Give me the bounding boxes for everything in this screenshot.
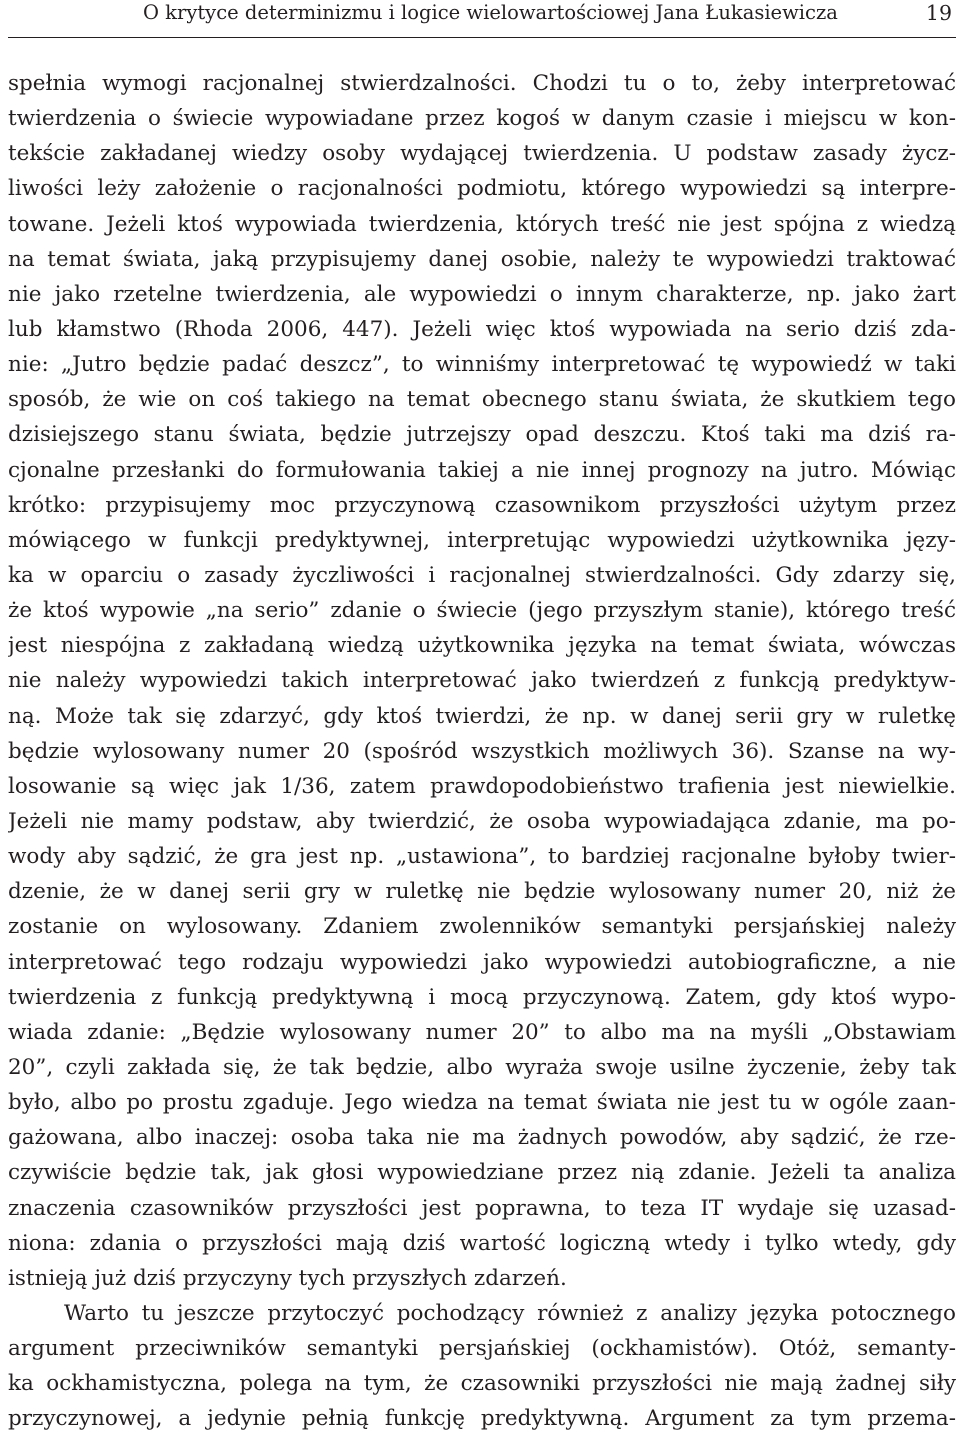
text-line: lub kłamstwo (Rhoda 2006, 447). Jeżeli więc ktoś wypowiada na serio dziś zda- [8, 316, 956, 342]
text-line: twierdzenia z funkcją predyktywną i mocą przyczynową. Zatem, gdy ktoś wypo- [8, 984, 956, 1010]
text-line: istnieją już dziś przyczyny tych przyszłych zdarzeń. [8, 1265, 567, 1291]
text-line: będzie wylosowany numer 20 (spośród wszystkich możliwych 36). Szanse na wy- [8, 738, 956, 764]
header-rule [8, 37, 956, 38]
text-line: interpretować tego rodzaju wypowiedzi jako wypowiedzi autobiograficzne, a nie [8, 949, 956, 975]
text-line: było, albo po prostu zgaduje. Jego wiedza na temat świata nie jest tu w ogóle zaan- [8, 1090, 956, 1116]
text-line: nie należy wypowiedzi takich interpretować jako twierdzeń z funkcją predyktyw- [8, 668, 956, 694]
text-line: 20”, czyli zakłada się, że tak będzie, albo wyraża swoje usilne życzenie, żeby tak [8, 1054, 956, 1080]
text-line: losowanie są więc jak 1/36, zatem prawdopodobieństwo trafienia jest niewielkie. [8, 773, 956, 799]
text-line: przyczynowej, a jedynie pełnią funkcję predyktywną. Argument za tym przema- [8, 1406, 956, 1432]
text-line: cjonalne przesłanki do formułowania takiej a nie innej prognozy na jutro. Mówiąc [8, 457, 956, 483]
text-line: ka w oparciu o zasady życzliwości i racjonalnej stwierdzalności. Gdy zdarzy się, [8, 562, 956, 588]
text-line: wody aby sądzić, że gra jest np. „ustawiona”, to bardziej racjonalne byłoby twier- [8, 844, 956, 870]
text-line: ną. Może tak się zdarzyć, gdy ktoś twierdzi, że np. w danej serii gry w ruletkę [8, 703, 956, 729]
text-line: dzisiejszego stanu świata, będzie jutrzejszy opad deszczu. Ktoś taki ma dziś ra- [8, 422, 956, 448]
paragraph-first-line: Warto tu jeszcze przytoczyć pochodzący również z analizy języka potocznego [64, 1300, 956, 1326]
text-line: zostanie on wylosowany. Zdaniem zwolenników semantyki persjańskiej należy [8, 914, 956, 940]
text-line: krótko: przypisujemy moc przyczynową czasownikom przyszłości użytym przez [8, 492, 956, 518]
text-line: twierdzenia o świecie wypowiadane przez kogoś w danym czasie i miejscu w kon- [8, 106, 956, 132]
text-line: znaczenia czasowników przyszłości jest poprawna, to teza IT wydaje się uzasad- [8, 1195, 956, 1221]
text-line: Jeżeli nie mamy podstaw, aby twierdzić, że osoba wypowiadająca zdanie, ma po- [8, 808, 956, 834]
text-line: spełnia wymogi racjonalnej stwierdzalności. Chodzi tu o to, żeby interpretować [8, 71, 956, 96]
text-line: towane. Jeżeli ktoś wypowiada twierdzenia, których treść nie jest spójna z wiedzą [8, 211, 956, 237]
text-line: że ktoś wypowie „na serio” zdanie o świecie (jego przyszłym stanie), którego treść [8, 598, 956, 624]
text-line: wiada zdanie: „Będzie wylosowany numer 20” to albo ma na myśli „Obstawiam [8, 1019, 956, 1045]
text-line: mówiącego w funkcji predyktywnej, interpretując wypowiedzi użytkownika języ- [8, 527, 956, 553]
body-text [8, 66, 956, 1436]
text-line: ka ockhamistyczna, polega na tym, że czasowniki przyszłości nie mają żadnej siły [8, 1371, 956, 1397]
text-line: argument przeciwników semantyki persjańskiej (ockhamistów). Otóż, semanty- [8, 1336, 956, 1362]
text-line: niona: zdania o przyszłości mają dziś wartość logiczną wtedy i tylko wtedy, gdy [8, 1230, 956, 1256]
page-number: 19 [925, 1, 952, 25]
text-line: czywiście będzie tak, jak głosi wypowiedziane przez nią zdanie. Jeżeli ta analiza [8, 1160, 956, 1186]
running-title: O krytyce determinizmu i logice wielowartościowej Jana Łukasiewicza [143, 1, 838, 24]
text-line: liwości leży założenie o racjonalności podmiotu, którego wypowiedzi są interpre- [8, 176, 956, 202]
text-line: na temat świata, jaką przypisujemy danej osobie, należy te wypowiedzi traktować [8, 246, 956, 272]
text-line: dzenie, że w danej serii gry w ruletkę nie będzie wylosowany numer 20, niż że [8, 879, 956, 905]
text-line: jest niespójna z zakładaną wiedzą użytkownika języka na temat świata, wówczas [8, 633, 956, 659]
text-line: tekście zakładanej wiedzy osoby wydającej twierdzenia. U podstaw zasady życz- [8, 141, 956, 167]
text-line: sposób, że wie on coś takiego na temat obecnego stanu świata, że skutkiem tego [8, 387, 956, 413]
text-line: gażowana, albo inaczej: osoba taka nie ma żadnych powodów, aby sądzić, że rze- [8, 1125, 956, 1151]
text-line: nie jako rzetelne twierdzenia, ale wypowiedzi o innym charakterze, np. jako żart [8, 281, 956, 307]
running-header [0, 0, 960, 40]
text-line: nie: „Jutro będzie padać deszcz”, to winniśmy interpretować tę wypowiedź w taki [8, 352, 956, 378]
